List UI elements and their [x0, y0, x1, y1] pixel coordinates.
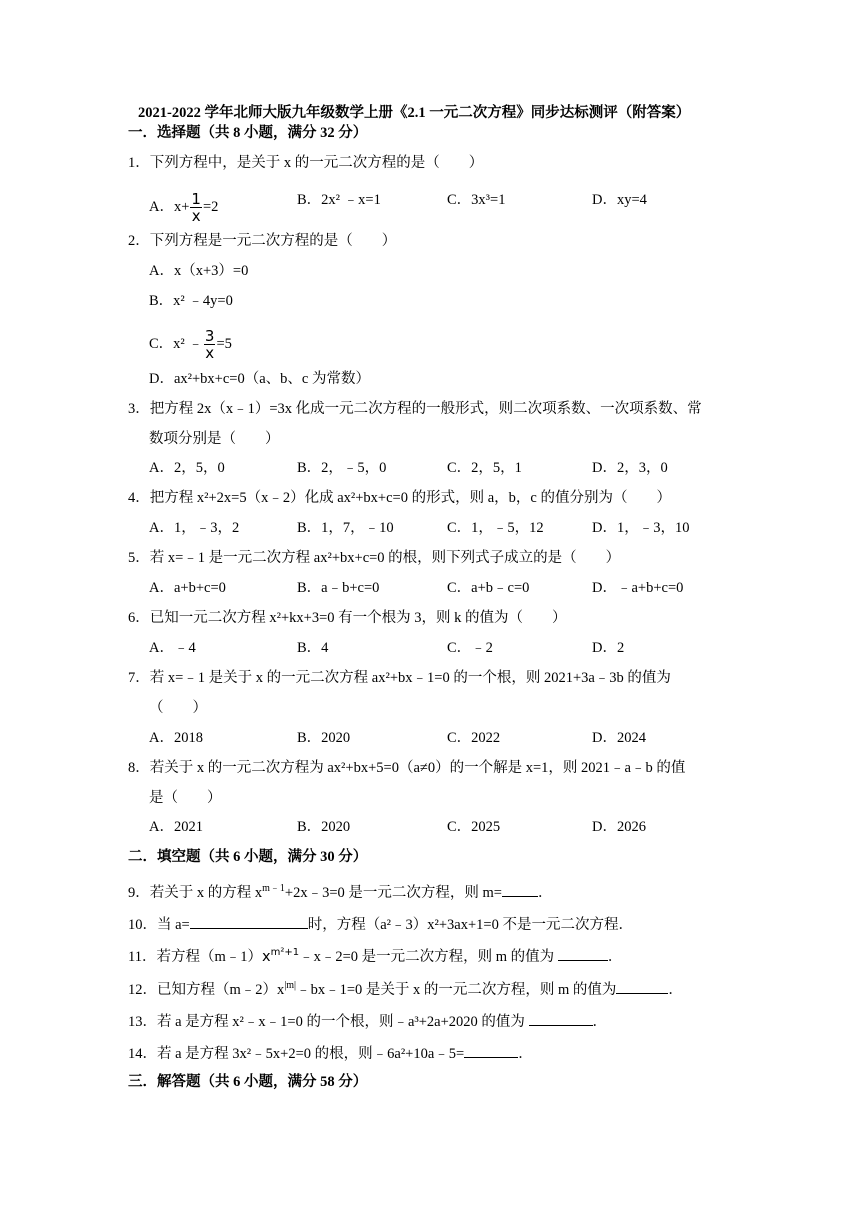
question-14: 14．若 a 是方程 3x²﹣5x+2=0 的根，则﹣6a²+10a﹣5= ． [128, 1043, 533, 1063]
q4-option-d: D．1，﹣3，10 [592, 520, 690, 536]
q1-option-d: D．xy=4 [592, 192, 647, 208]
question-7-cont: （ ） [149, 700, 207, 716]
q7-option-c: C．2022 [447, 730, 501, 746]
section-heading-fill: 二．填空题（共 6 小题，满分 30 分） [128, 849, 368, 865]
q8-option-d: D．2026 [592, 819, 646, 835]
q8-option-b: B．2020 [297, 819, 351, 835]
question-6: 6．已知一元二次方程 x²+kx+3=0 有一个根为 3，则 k 的值为（ ） [128, 610, 567, 626]
q7-option-b: B．2020 [297, 730, 351, 746]
q8-option-a: A．2021 [149, 819, 203, 835]
q5-option-b: B．a﹣b+c=0 [297, 580, 380, 596]
q1-option-a: A．x+ $\frac{1}{x}$ =2 [149, 190, 219, 225]
q7-option-a: A．2018 [149, 730, 203, 746]
q2-option-b: B．x² ﹣4y=0 [149, 293, 233, 309]
question-10: 10．当 a= 时，方程（a²﹣3）x²+3ax+1=0 不是一元二次方程． [128, 914, 633, 934]
q3-option-d: D．2，3，0 [592, 460, 668, 476]
q4-option-a: A．1，﹣3，2 [149, 520, 240, 536]
page-title: 2021-2022 学年北师大版九年级数学上册《2.1 一元二次方程》同步达标测评（附答案） [138, 105, 691, 121]
q3-option-c: C．2，5，1 [447, 460, 522, 476]
question-13: 13．若 a 是方程 x²﹣x﹣1=0 的一个根，则﹣a³+2a+2020 的值为 ． [128, 1011, 607, 1031]
question-4: 4．把方程 x²+2x=5（x﹣2）化成 ax²+bx+c=0 的形式，则 a，b，c 的值分别为（ ） [128, 490, 671, 506]
question-11: 11．若方程$(m﹣1)x^{m^2+1}﹣x﹣2=0$ 是一元二次方程，则 m 的值为 ． [128, 947, 623, 965]
q2-fraction: $\frac{3}{x}$ [204, 327, 215, 362]
question-2: 2．下列方程是一元二次方程的是（ ） [128, 233, 397, 249]
q11-answer-blank[interactable] [558, 946, 608, 961]
q1-fraction: $\frac{1}{x}$ [191, 190, 201, 225]
q5-option-c: C．a+b﹣c=0 [447, 580, 530, 596]
q6-option-a: A．﹣4 [149, 640, 196, 656]
q3-option-b: B．2，﹣5，0 [297, 460, 387, 476]
question-3-cont: 数项分别是（ ） [149, 431, 280, 447]
q6-option-c: C．﹣2 [447, 640, 493, 656]
question-12: 12．已知方程$(m﹣2)x^{|m|}﹣bx﹣1=0$ 是关于 x 的一元二次方程，则 m 的值为 ． [128, 980, 683, 998]
q10-answer-blank[interactable] [190, 914, 308, 929]
question-8-cont: 是（ ） [149, 790, 222, 806]
q2-option-d: D．ax²+bx+c=0（a、b、c 为常数） [149, 371, 370, 387]
q5-option-d: D．﹣a+b+c=0 [592, 580, 684, 596]
q2-option-a: A．x（x+3）=0 [149, 263, 249, 279]
q9-answer-blank[interactable] [502, 882, 538, 897]
q6-option-b: B．4 [297, 640, 329, 656]
q7-option-d: D．2024 [592, 730, 646, 746]
q12-answer-blank[interactable] [616, 979, 668, 994]
question-3: 3．把方程 2x（x﹣1）=3x 化成一元二次方程的一般形式，则二次项系数、一次项系数、常 [128, 401, 702, 417]
q6-option-d: D．2 [592, 640, 625, 656]
q14-answer-blank[interactable] [464, 1043, 518, 1058]
q1-option-c: C．3x³=1 [447, 192, 506, 208]
question-7: 7．若 x=﹣1 是关于 x 的一元二次方程 ax²+bx﹣1=0 的一个根，则 2021+3a﹣3b 的值为 [128, 670, 671, 686]
q4-option-b: B．1，7，﹣10 [297, 520, 394, 536]
section-heading-choice: 一．选择题（共 8 小题，满分 32 分） [128, 125, 368, 141]
q2-option-c: C．x² ﹣ $\frac{3}{x}$ =5 [149, 327, 232, 362]
q1-option-b: B．2x² ﹣x=1 [297, 192, 381, 208]
q13-answer-blank[interactable] [529, 1011, 593, 1026]
q4-option-c: C．1，﹣5，12 [447, 520, 544, 536]
question-5: 5．若 x=﹣1 是一元二次方程 ax²+bx+c=0 的根，则下列式子成立的是（ ） [128, 550, 621, 566]
q3-option-a: A．2，5，0 [149, 460, 225, 476]
q5-option-a: A．a+b+c=0 [149, 580, 226, 596]
question-9: 9．若关于 x 的方程 $x^{m﹣1}+2x﹣3=0$ 是一元二次方程，则 m= ． [128, 883, 553, 901]
section-heading-solve: 三．解答题（共 6 小题，满分 58 分） [128, 1074, 368, 1090]
q8-option-c: C．2025 [447, 819, 501, 835]
question-8: 8．若关于 x 的一元二次方程为 ax²+bx+5=0（a≠0）的一个解是 x=1，则 2021﹣a﹣b 的值 [128, 760, 686, 776]
question-1: 1．下列方程中，是关于 x 的一元二次方程的是（ ） [128, 155, 484, 171]
